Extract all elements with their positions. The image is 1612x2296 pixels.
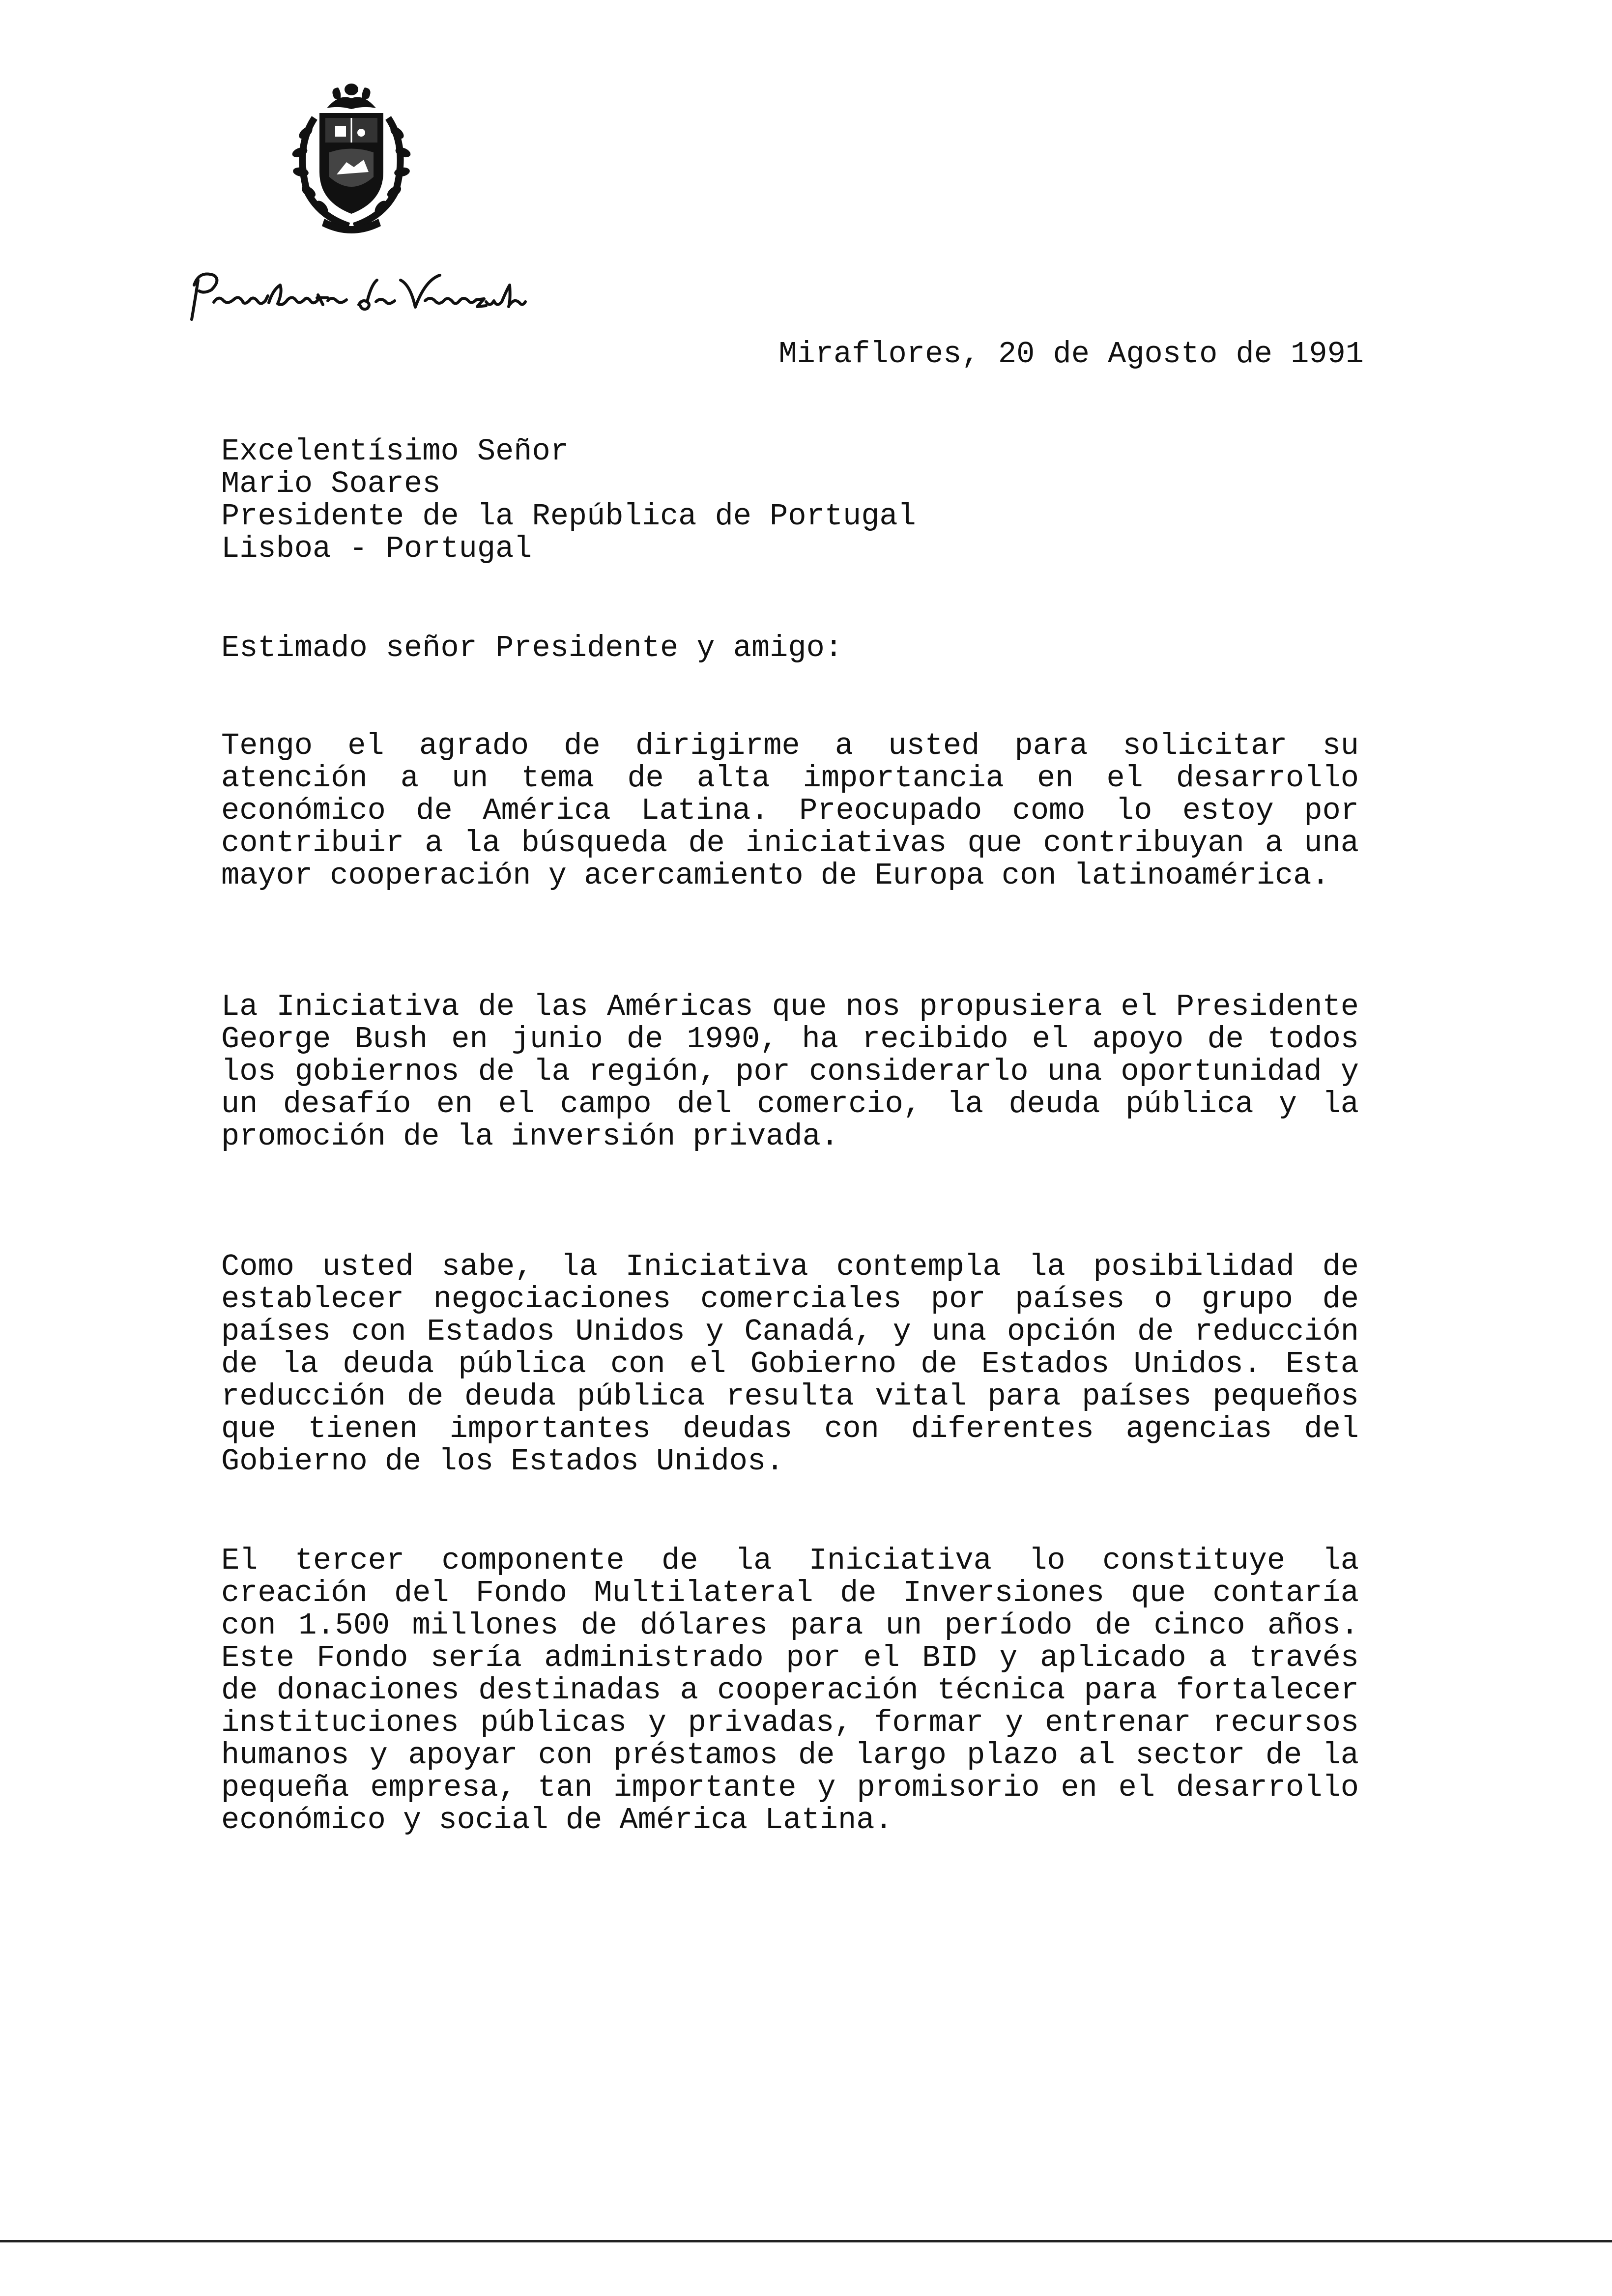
body-paragraph: El tercer componente de la Iniciativa lo constituye la creación del Fondo Multilateral de Inversiones que contaría con 1.500 millones de dólares para un período de cinco años. Este Fondo sería administrado por el BID y aplicado a través de donaciones destinadas a cooperación técnica para fortalecer instituciones públicas y privadas, formar y entrenar recursos humanos y apoyar con préstamos de largo plazo al sector de la pequeña empresa, tan importante y promisorio en el desarrollo económico y social de América Latina. [221,1543,1359,1837]
recipient-address [221,435,916,565]
body-paragraph: Como usted sabe, la Iniciativa contempla la posibilidad de establecer negociaciones comerciales por países o grupo de países con Estados Unidos y Canadá, y una opción de reducción de la deuda pública con el Gobierno de Estados Unidos. Esta reducción de deuda pública resulta vital para países pequeños que tienen importantes deudas con diferentes agencias del Gobierno de los Estados Unidos. [221,1249,1359,1479]
footer-divider [0,2240,1612,2242]
body-paragraph: Tengo el agrado de dirigirme a usted para solicitar su atención a un tema de alta importancia en el desarrollo económico de América Latina. Preocupado como lo estoy por contribuir a la búsqueda de iniciativas que contribuyan a una mayor cooperación y acercamiento de Europa con latinoamérica. [221,728,1359,893]
handwritten-letterhead-icon [184,265,528,329]
body-paragraph: La Iniciativa de las Américas que nos propusiera el Presidente George Bush en junio de 1990, ha recibido el apoyo de todos los gobiernos de la región, por considerarlo una oportunidad y un desafío en el campo del comercio, la deuda pública y la promoción de la inversión privada. [221,989,1359,1154]
recipient-name: Mario Soares [221,466,441,501]
recipient-title: Excelentísimo Señor [221,434,569,469]
salutation: Estimado señor Presidente y amigo: [221,631,843,665]
date-line: Miraflores, 20 de Agosto de 1991 [778,337,1364,372]
letterhead-signature [184,265,528,329]
recipient-position: Presidente de la República de Portugal [221,499,916,534]
coat-of-arms-seal [280,79,423,236]
coat-of-arms-icon [280,79,423,236]
recipient-location: Lisboa - Portugal [221,531,532,566]
